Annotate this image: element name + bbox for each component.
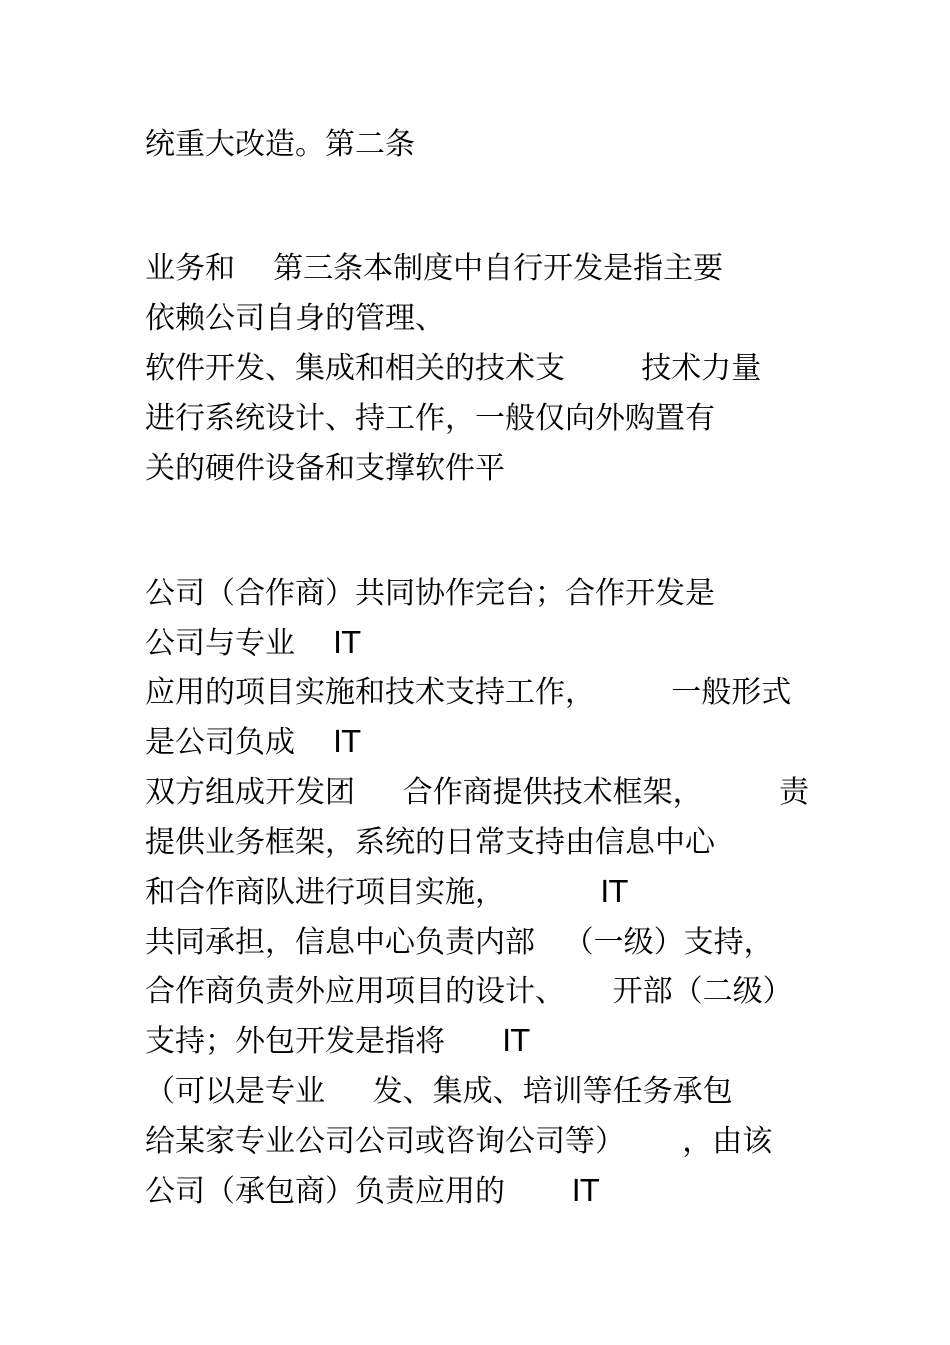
text-line: （可以是专业 发、集成、培训等任务承包: [145, 1074, 733, 1109]
text-line: 应用的项目实施和技术支持工作， 一般形式: [145, 675, 792, 710]
text-line: 合作商负责外应用项目的设计、 开部（二级）: [145, 974, 793, 1009]
text-line: 和合作商队进行项目实施， IT: [145, 875, 628, 910]
text-line: 公司（合作商）共同协作完台；合作开发是: [145, 576, 715, 611]
text-line: 统重大改造。第二条: [145, 127, 415, 162]
text-line: 支持；外包开发是指将 IT: [145, 1024, 530, 1059]
text-line: 公司（承包商）负责应用的 IT: [145, 1174, 599, 1209]
text-line: 软件开发、集成和相关的技术支 技术力量: [145, 351, 762, 386]
text-line: 给某家专业公司公司或咨询公司等） ，由该: [145, 1124, 773, 1159]
text-line: 业务和 第三条本制度中自行开发是指主要: [145, 251, 724, 286]
text-line: 双方组成开发团 合作商提供技术框架， 责: [145, 775, 809, 810]
text-line: 关的硬件设备和支撑软件平: [145, 451, 505, 486]
text-line: 公司与专业 IT: [145, 626, 361, 661]
text-line: 共同承担，信息中心负责内部 （一级）支持，: [145, 925, 774, 960]
text-line: 依赖公司自身的管理、: [145, 301, 445, 336]
text-line: 是公司负成 IT: [145, 725, 361, 760]
text-line: 进行系统设计、持工作，一般仅向外购置有: [145, 401, 715, 436]
text-line: 提供业务框架，系统的日常支持由信息中心: [145, 825, 715, 860]
